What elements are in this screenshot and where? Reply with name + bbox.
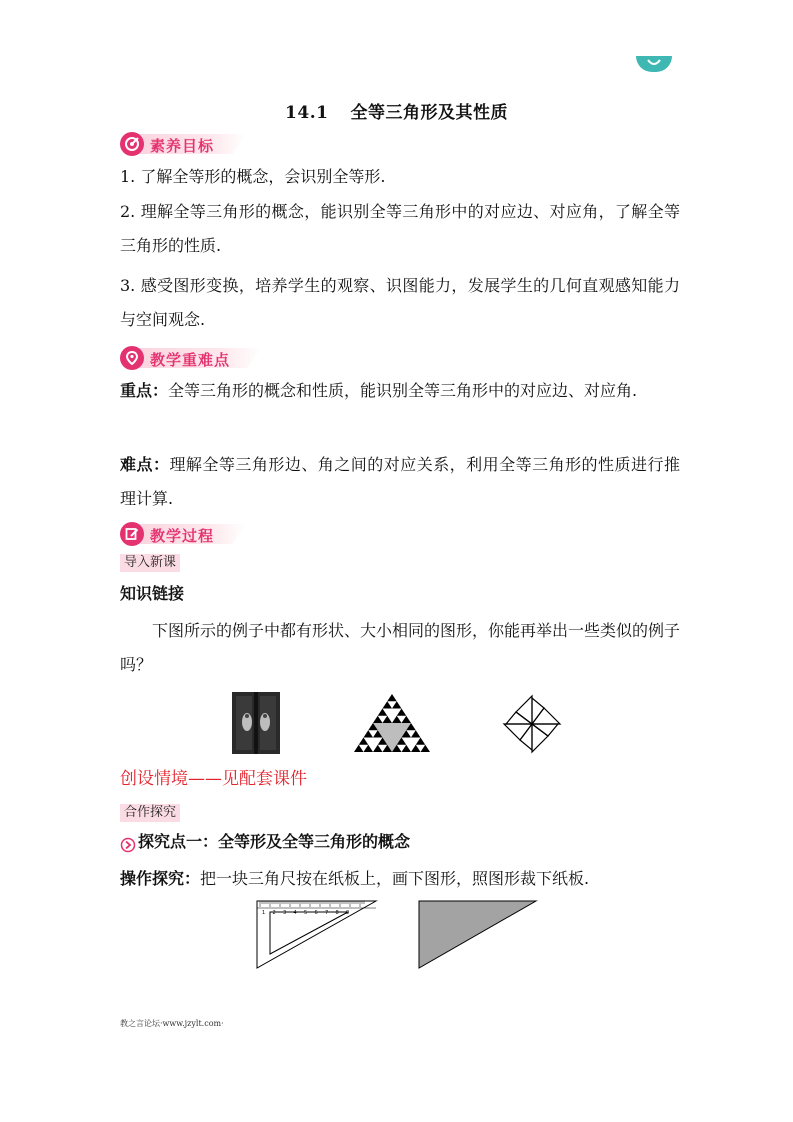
title-number: 14.1 bbox=[285, 103, 329, 123]
focus-label: 重点： bbox=[120, 381, 169, 400]
triangle-ruler-figure bbox=[256, 898, 378, 974]
page-title bbox=[0, 98, 793, 123]
section-label-process: 教学过程 bbox=[150, 527, 215, 545]
section-label-goals: 素养目标 bbox=[150, 137, 215, 155]
cardboard-triangle-figure bbox=[418, 900, 538, 974]
focus-text: 全等三角形的概念和性质，能识别全等三角形中的对应边、对应角. bbox=[168, 381, 638, 400]
pinwheel-figure bbox=[502, 694, 562, 758]
difficulty-label: 难点： bbox=[120, 455, 170, 474]
goal-item-2: 2. 理解全等三角形的概念，能识别全等三角形中的对应边、对应角，了解全等三角形的性质. bbox=[120, 202, 680, 255]
goal-item-3: 3. 感受图形变换，培养学生的观察、识图能力，发展学生的几何直观感知能力与空间观念. bbox=[120, 276, 680, 329]
explore-point-heading bbox=[120, 828, 410, 856]
ruler-tick-label: 3 bbox=[283, 910, 287, 916]
ruler-tick-label: 9 bbox=[346, 910, 350, 916]
operation-label: 操作探究： bbox=[120, 869, 201, 888]
page-corner-badge bbox=[636, 56, 672, 72]
pencil-icon bbox=[120, 522, 144, 546]
scenario-link[interactable]: 创设情境——见配套课件 bbox=[120, 769, 307, 789]
operation-paragraph bbox=[120, 862, 690, 896]
difficulty-paragraph bbox=[120, 448, 680, 516]
title-text: 全等三角形及其性质 bbox=[350, 103, 508, 123]
explore-point-title: 探究点一：全等形及全等三角形的概念 bbox=[138, 832, 411, 851]
ruler-tick-label: 6 bbox=[314, 910, 318, 916]
ruler-tick-label: 1 bbox=[262, 910, 266, 916]
operation-text: 把一块三角尺按在纸板上，画下图形，照图形裁下纸板. bbox=[200, 869, 590, 888]
door-handles-photo bbox=[232, 692, 280, 754]
smile-icon bbox=[636, 56, 672, 72]
ruler-tick-label: 4 bbox=[293, 910, 297, 916]
explore-tag: 合作探究 bbox=[120, 804, 180, 822]
ruler-tick-label: 2 bbox=[272, 910, 276, 916]
section-header-key-points bbox=[120, 346, 270, 370]
sierpinski-triangle-figure bbox=[354, 694, 430, 756]
ruler-tick-label: 5 bbox=[304, 910, 308, 916]
goal-item-1: 1. 了解全等形的概念，会识别全等形. bbox=[120, 167, 386, 186]
intro-heading: 知识链接 bbox=[120, 584, 185, 603]
location-pin-icon bbox=[120, 346, 144, 370]
section-header-process bbox=[120, 522, 250, 546]
section-label-key-points: 教学重难点 bbox=[150, 351, 231, 369]
arrow-circle-icon bbox=[120, 834, 136, 850]
footer-text: 教之言论坛·www.jzylt.com· bbox=[120, 1019, 224, 1028]
difficulty-text: 理解全等三角形边、角之间的对应关系，利用全等三角形的性质进行推理计算. bbox=[120, 455, 680, 508]
focus-paragraph bbox=[120, 374, 680, 408]
ruler-tick-label: 8 bbox=[335, 910, 339, 916]
intro-tag: 导入新课 bbox=[120, 554, 180, 572]
intro-paragraph: 下图所示的例子中都有形状、大小相同的图形，你能再举出一些类似的例子吗？ bbox=[120, 621, 681, 674]
section-header-goals bbox=[120, 132, 250, 156]
target-icon bbox=[120, 132, 144, 156]
ruler-tick-label: 7 bbox=[325, 910, 329, 916]
